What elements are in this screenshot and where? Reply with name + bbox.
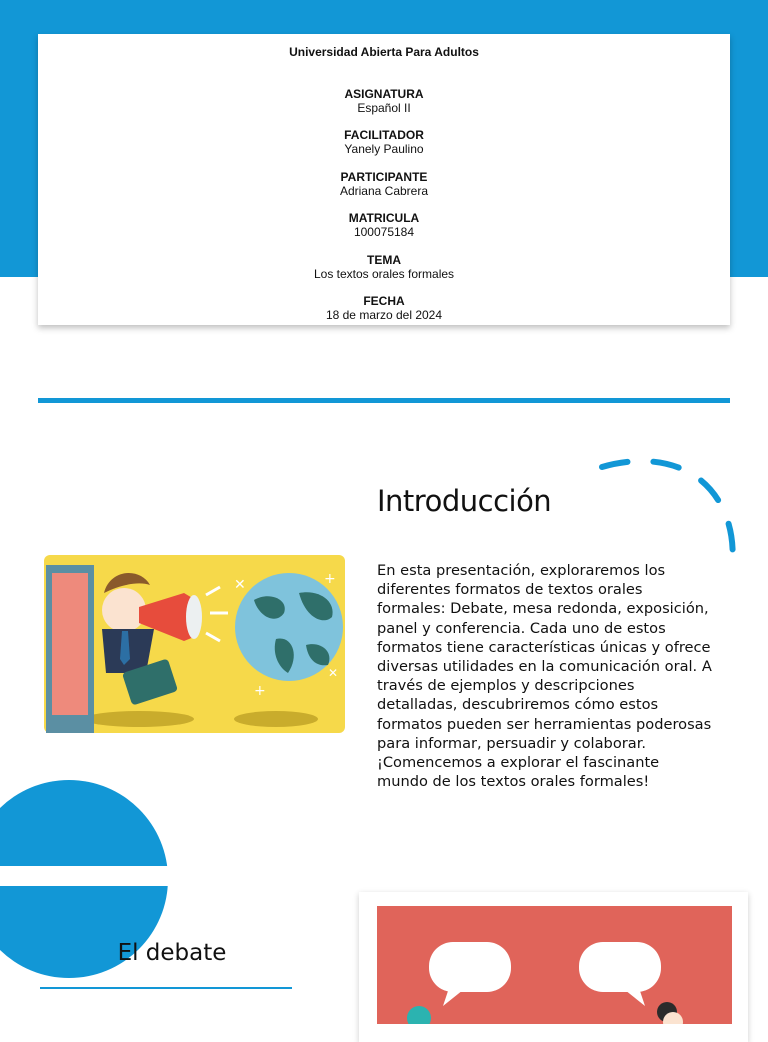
svg-text:✕: ✕ (328, 666, 339, 680)
intro-body: En esta presentación, exploraremos los diferentes formatos de textos orales formales: Debate, mesa redonda, exposición, panel y conferencia. Cada uno de estos formatos tiene características únicas y ofrece diversas utilidades en la comunicación oral. A través de ejemplos y descripciones detalladas, descubriremos cómo estos formatos pueden ser herramientas poderosas para informar, persuadir y colaborar. ¡Comencemos a explorar el fascinante mundo de los textos orales formales! (377, 562, 712, 791)
field-value: Los textos orales formales (313, 267, 455, 281)
field-label: MATRICULA (348, 211, 420, 225)
field-value: Español II (357, 101, 411, 115)
field-label: ASIGNATURA (344, 87, 424, 101)
field-asignatura (38, 87, 730, 115)
debate-underline (40, 987, 292, 989)
field-value: 100075184 (353, 225, 415, 239)
field-label: PARTICIPANTE (340, 170, 428, 184)
decorative-mask (0, 866, 260, 886)
field-matricula (38, 211, 730, 239)
section-divider (38, 398, 730, 403)
field-tema (38, 253, 730, 281)
svg-text:+: + (324, 571, 336, 587)
field-label: TEMA (367, 253, 401, 267)
cover-card (38, 34, 730, 325)
field-value: Yanely Paulino (344, 142, 424, 156)
svg-text:✕: ✕ (234, 577, 246, 593)
field-facilitador (38, 128, 730, 156)
field-value: 18 de marzo del 2024 (325, 308, 443, 322)
svg-text:+: + (254, 683, 266, 699)
intro-title: Introducción (377, 484, 552, 518)
debate-illustration (377, 906, 732, 1024)
field-label: FACILITADOR (344, 128, 424, 142)
field-label: FECHA (363, 294, 405, 308)
field-value: Adriana Cabrera (339, 184, 429, 198)
field-fecha (38, 294, 730, 322)
field-participante (38, 170, 730, 198)
megaphone-illustration (44, 555, 345, 733)
debate-title: El debate (117, 940, 227, 966)
university-name: Universidad Abierta Para Adultos (289, 45, 479, 59)
